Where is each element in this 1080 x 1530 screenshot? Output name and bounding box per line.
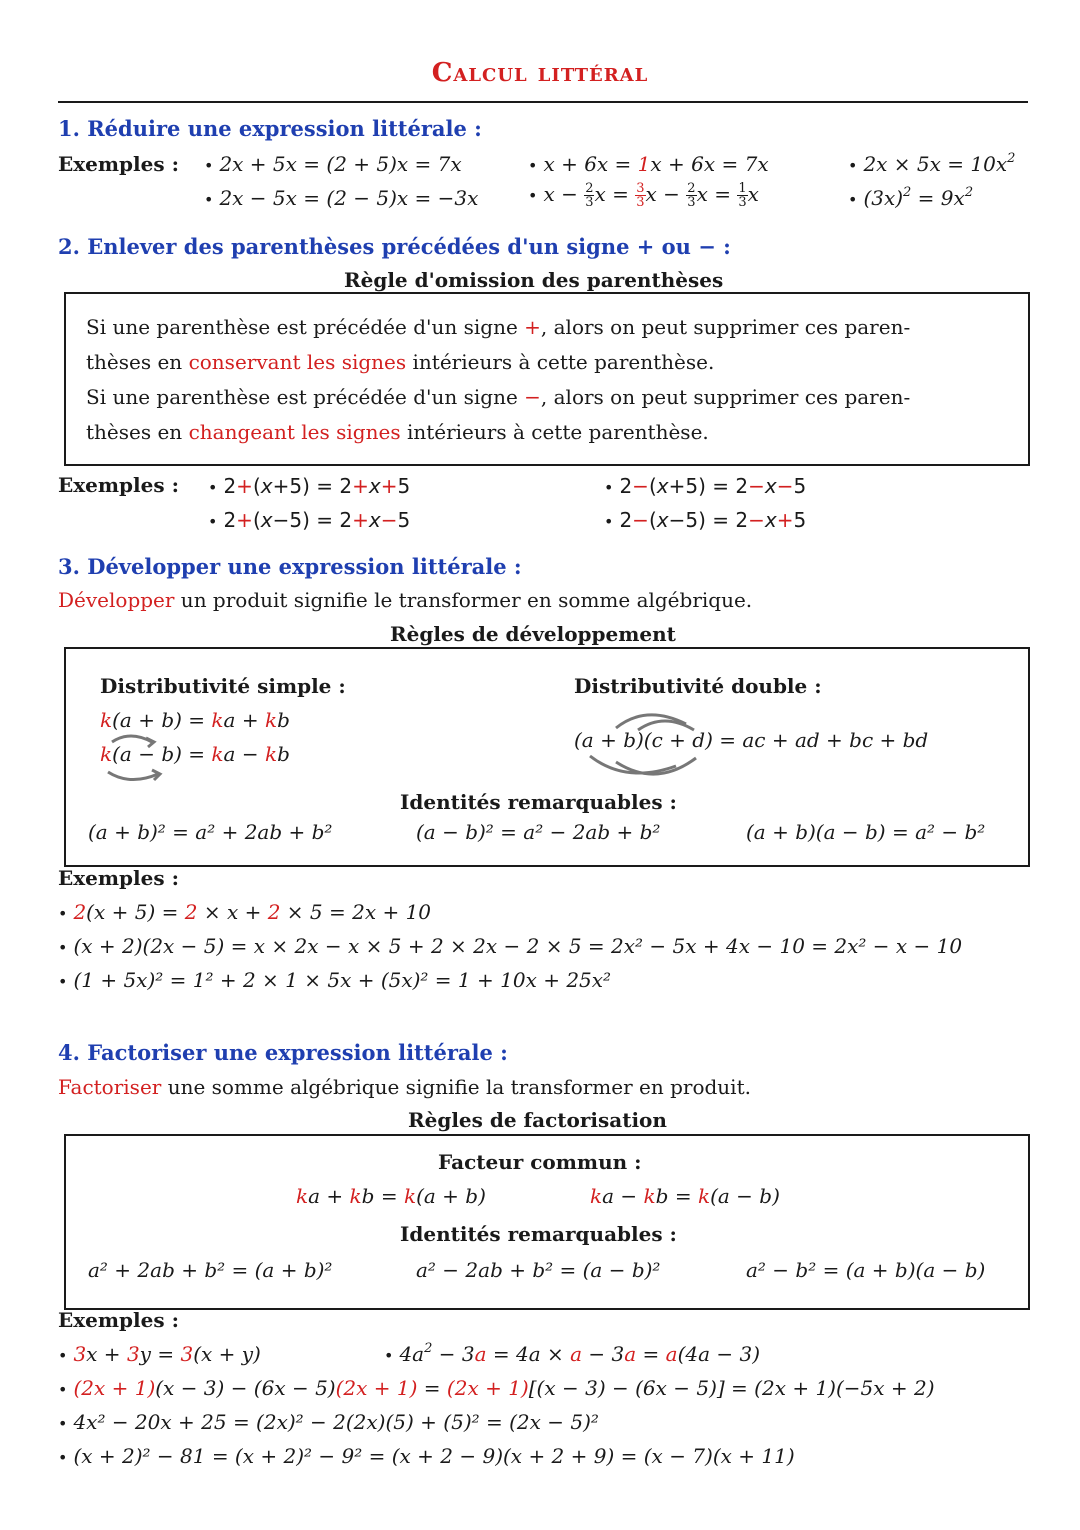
s1-example-4: • x − $\frac{2}{3}$ x = $\frac{3}{3}$ x − $\frac{2}{3}$ x = $\frac{1}{3}$ x [528, 181, 759, 210]
s2-example-2: • 2+(x−5) = 2+x−5 [208, 508, 411, 532]
factor-identities-title: Identités remarquables : [400, 1222, 677, 1246]
section-3-heading: 3. Développer une expression littérale : [58, 554, 522, 579]
identity-3: (a + b)(a − b) = a² − b² [746, 820, 986, 844]
factoring-rules-title: Règles de factorisation [398, 1108, 677, 1132]
page-title: Calcul littéral [431, 58, 649, 88]
s4-example-4: • 4x² − 20x + 25 = (2x)² − 2(2x)(5) + (5)² = (2x − 5)² [58, 1410, 599, 1434]
section-1-heading: 1. Réduire une expression littérale : [58, 116, 482, 141]
s3-example-3: • (1 + 5x)² = 1² + 2 × 1 × 5x + (5x)² = 1 + 10x + 25x² [58, 968, 612, 992]
title-rule [58, 101, 1028, 103]
s1-example-6: • $(3x)^2 = 9x^2$ [848, 185, 974, 210]
simple-distributivity-title: Distributivité simple : [100, 674, 346, 698]
common-factor-2: ka − kb = k(a − b) [590, 1184, 780, 1208]
s2-example-1: • 2+(x+5) = 2+x+5 [208, 474, 411, 498]
s3-examples-label: Exemples : [58, 866, 179, 890]
develop-definition: Développer un produit signifie le transformer en somme algébrique. [58, 588, 753, 612]
s4-example-1: • 3x + 3y = 3(x + y) [58, 1342, 261, 1366]
s1-examples-label: Exemples : [58, 152, 179, 176]
section-2-heading: 2. Enlever des parenthèses précédées d'un signe + ou − : [58, 234, 731, 259]
double-rule: (a + b)(c + d) = ac + ad + bc + bd [574, 728, 929, 752]
rule-line-4: thèses en changeant les signes intérieurs à cette parenthèse. [86, 420, 709, 444]
rule-line-2: thèses en conservant les signes intérieurs à cette parenthèse. [86, 350, 715, 374]
simple-rule-2: k(a − b) = ka − kb [100, 742, 290, 766]
s2-examples-label: Exemples : [58, 473, 179, 497]
factor-identity-1: a² + 2ab + b² = (a + b)² [88, 1258, 333, 1282]
identity-2: (a − b)² = a² − 2ab + b² [416, 820, 661, 844]
identity-1: (a + b)² = a² + 2ab + b² [88, 820, 333, 844]
common-factor-1: ka + kb = k(a + b) [296, 1184, 486, 1208]
s1-example-1: • 2x + 5x = (2 + 5)x = 7x [204, 152, 462, 176]
omission-rule-title: Règle d'omission des parenthèses [334, 268, 733, 292]
s4-examples-label: Exemples : [58, 1308, 179, 1332]
s1-example-2: • 2x − 5x = (2 − 5)x = −3x [204, 186, 479, 210]
double-distributivity-title: Distributivité double : [574, 674, 822, 698]
double-arrows [586, 706, 716, 786]
factor-identity-2: a² − 2ab + b² = (a − b)² [416, 1258, 661, 1282]
factor-definition: Factoriser une somme algébrique signifie la transformer en produit. [58, 1075, 751, 1099]
rule-line-1: Si une parenthèse est précédée d'un signe +, alors on peut supprimer ces paren- [86, 315, 911, 339]
simple-rule-1: k(a + b) = ka + kb [100, 708, 290, 732]
s4-example-3: • (2x + 1)(x − 3) − (6x − 5)(2x + 1) = (2x + 1)[(x − 3) − (6x − 5)] = (2x + 1)(−5x + 2) [58, 1376, 935, 1400]
identities-title: Identités remarquables : [400, 790, 677, 814]
s2-example-3: • 2−(x+5) = 2−x−5 [604, 474, 807, 498]
factor-identity-3: a² − b² = (a + b)(a − b) [746, 1258, 986, 1282]
s4-example-2: • $4a^2 - 3a = 4a \times a - 3a = a(4a - 3)$ [384, 1341, 761, 1366]
s3-example-2: • (x + 2)(2x − 5) = x × 2x − x × 5 + 2 × 2x − 2 × 5 = 2x² − 5x + 4x − 10 = 2x² − x − 10 [58, 934, 963, 958]
simple-arrows [100, 732, 170, 792]
section-4-heading: 4. Factoriser une expression littérale : [58, 1040, 508, 1065]
s3-example-1: • 2(x + 5) = 2 × x + 2 × 5 = 2x + 10 [58, 900, 432, 924]
development-rules-title: Règles de développement [380, 622, 686, 646]
s1-example-5: • $2x \times 5x = 10x^2$ [848, 151, 1016, 176]
common-factor-title: Facteur commun : [438, 1150, 642, 1174]
s4-example-5: • (x + 2)² − 81 = (x + 2)² − 9² = (x + 2 − 9)(x + 2 + 9) = (x − 7)(x + 11) [58, 1444, 795, 1468]
rule-line-3: Si une parenthèse est précédée d'un signe −, alors on peut supprimer ces paren- [86, 385, 911, 409]
s2-example-4: • 2−(x−5) = 2−x+5 [604, 508, 807, 532]
s1-example-3: • x + 6x = 1x + 6x = 7x [528, 152, 769, 176]
